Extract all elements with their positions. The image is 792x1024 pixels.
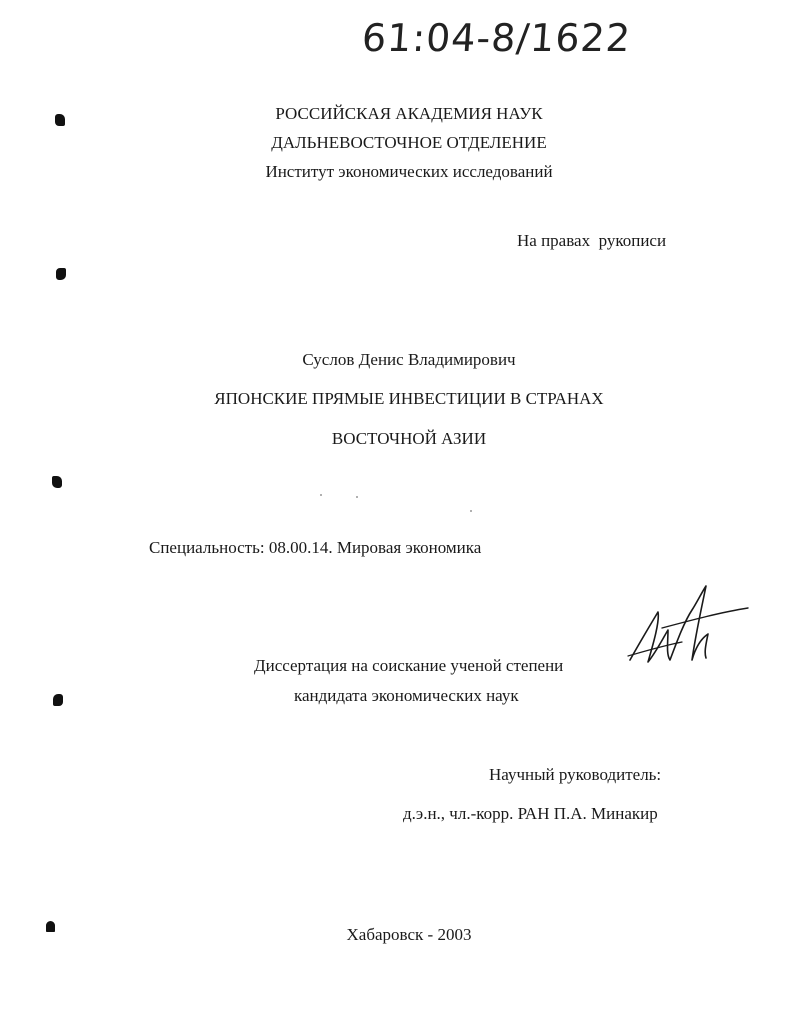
author-name: Суслов Денис Владимирович — [302, 350, 516, 369]
degree-line2: кандидата экономических наук — [294, 686, 519, 705]
institute-name: Институт экономических исследований — [265, 162, 553, 181]
dissertation-title-line1: ЯПОНСКИЕ ПРЯМЫЕ ИНВЕСТИЦИИ В СТРАНАХ — [214, 389, 604, 408]
scan-speck — [470, 510, 472, 512]
scan-speck — [356, 496, 358, 498]
specialty: Специальность: 08.00.14. Мировая экономика — [149, 538, 482, 557]
binding-hole-mark — [53, 694, 63, 706]
advisor-label: Научный руководитель: — [489, 765, 662, 784]
binding-hole-mark — [52, 476, 62, 488]
dissertation-title-line2: ВОСТОЧНОЙ АЗИИ — [331, 429, 487, 448]
signature — [622, 582, 752, 674]
manuscript-rights-note: На правах рукописи — [517, 231, 667, 250]
handwritten-archive-code: 61:04-8/1622 — [360, 16, 633, 60]
advisor-name: д.э.н., чл.-корр. РАН П.А. Минакир — [403, 804, 658, 823]
branch-name: ДАЛЬНЕВОСТОЧНОЕ ОТДЕЛЕНИЕ — [271, 133, 547, 152]
binding-hole-mark — [56, 268, 66, 280]
city-year: Хабаровск - 2003 — [346, 925, 472, 944]
academy-name: РОССИЙСКАЯ АКАДЕМИЯ НАУК — [275, 104, 543, 123]
degree-line1: Диссертация на соискание ученой степени — [254, 656, 564, 675]
scan-speck — [320, 494, 322, 496]
